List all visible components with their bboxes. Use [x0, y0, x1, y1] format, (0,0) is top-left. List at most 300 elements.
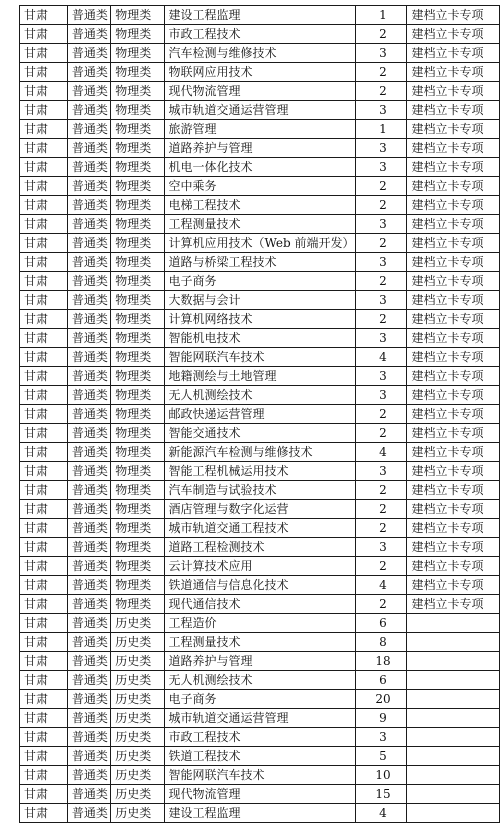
quota-cell: 2 [355, 25, 407, 44]
subject-type-cell: 历史类 [111, 652, 164, 671]
province-cell: 甘肃 [20, 595, 68, 614]
subject-type-cell: 物理类 [111, 234, 164, 253]
category-cell: 普通类 [67, 785, 110, 804]
quota-cell: 3 [355, 101, 407, 120]
category-cell: 普通类 [67, 500, 110, 519]
province-cell: 甘肃 [20, 690, 68, 709]
table-row [20, 234, 500, 253]
quota-cell: 2 [355, 481, 407, 500]
quota-cell: 3 [355, 158, 407, 177]
major-cell: 铁道通信与信息化技术 [164, 576, 355, 595]
major-cell: 电子商务 [164, 690, 355, 709]
province-cell: 甘肃 [20, 785, 68, 804]
subject-type-cell: 历史类 [111, 633, 164, 652]
plan-type-cell: 建档立卡专项 [407, 386, 500, 405]
major-cell: 道路养护与管理 [164, 139, 355, 158]
quota-cell: 9 [355, 709, 407, 728]
subject-type-cell: 物理类 [111, 44, 164, 63]
category-cell: 普通类 [67, 139, 110, 158]
table-row [20, 462, 500, 481]
table-row [20, 804, 500, 823]
category-cell: 普通类 [67, 614, 110, 633]
province-cell: 甘肃 [20, 82, 68, 101]
province-cell: 甘肃 [20, 139, 68, 158]
table-row [20, 25, 500, 44]
category-cell: 普通类 [67, 652, 110, 671]
subject-type-cell: 物理类 [111, 63, 164, 82]
major-cell: 建设工程监理 [164, 6, 355, 25]
province-cell: 甘肃 [20, 500, 68, 519]
table-row [20, 633, 500, 652]
subject-type-cell: 历史类 [111, 614, 164, 633]
subject-type-cell: 物理类 [111, 557, 164, 576]
quota-cell: 3 [355, 367, 407, 386]
quota-cell: 2 [355, 234, 407, 253]
subject-type-cell: 物理类 [111, 196, 164, 215]
plan-type-cell: 建档立卡专项 [407, 158, 500, 177]
category-cell: 普通类 [67, 709, 110, 728]
subject-type-cell: 物理类 [111, 272, 164, 291]
category-cell: 普通类 [67, 177, 110, 196]
province-cell: 甘肃 [20, 177, 68, 196]
quota-cell: 3 [355, 329, 407, 348]
plan-type-cell: 建档立卡专项 [407, 6, 500, 25]
quota-cell: 2 [355, 424, 407, 443]
subject-type-cell: 物理类 [111, 386, 164, 405]
major-cell: 电梯工程技术 [164, 196, 355, 215]
table-row [20, 576, 500, 595]
quota-cell: 2 [355, 177, 407, 196]
plan-type-cell: 建档立卡专项 [407, 462, 500, 481]
category-cell: 普通类 [67, 234, 110, 253]
province-cell: 甘肃 [20, 481, 68, 500]
plan-type-cell [407, 728, 500, 747]
quota-cell: 2 [355, 519, 407, 538]
category-cell: 普通类 [67, 690, 110, 709]
table-row [20, 481, 500, 500]
table-row [20, 652, 500, 671]
table-row [20, 728, 500, 747]
quota-cell: 3 [355, 44, 407, 63]
major-cell: 现代物流管理 [164, 785, 355, 804]
subject-type-cell: 物理类 [111, 139, 164, 158]
plan-type-cell: 建档立卡专项 [407, 120, 500, 139]
province-cell: 甘肃 [20, 25, 68, 44]
table-row [20, 291, 500, 310]
category-cell: 普通类 [67, 633, 110, 652]
table-row [20, 367, 500, 386]
province-cell: 甘肃 [20, 405, 68, 424]
plan-type-cell: 建档立卡专项 [407, 234, 500, 253]
province-cell: 甘肃 [20, 101, 68, 120]
category-cell: 普通类 [67, 443, 110, 462]
major-cell: 物联网应用技术 [164, 63, 355, 82]
quota-cell: 2 [355, 405, 407, 424]
major-cell: 市政工程技术 [164, 728, 355, 747]
category-cell: 普通类 [67, 158, 110, 177]
plan-type-cell: 建档立卡专项 [407, 424, 500, 443]
plan-type-cell: 建档立卡专项 [407, 215, 500, 234]
category-cell: 普通类 [67, 82, 110, 101]
province-cell: 甘肃 [20, 291, 68, 310]
subject-type-cell: 物理类 [111, 82, 164, 101]
plan-type-cell [407, 747, 500, 766]
table-row [20, 82, 500, 101]
quota-cell: 2 [355, 82, 407, 101]
table-row [20, 538, 500, 557]
subject-type-cell: 物理类 [111, 158, 164, 177]
quota-cell: 3 [355, 253, 407, 272]
table-body [20, 6, 500, 823]
plan-type-cell [407, 671, 500, 690]
major-cell: 机电一体化技术 [164, 158, 355, 177]
quota-cell: 3 [355, 215, 407, 234]
category-cell: 普通类 [67, 595, 110, 614]
province-cell: 甘肃 [20, 462, 68, 481]
plan-type-cell [407, 633, 500, 652]
province-cell: 甘肃 [20, 386, 68, 405]
subject-type-cell: 历史类 [111, 709, 164, 728]
province-cell: 甘肃 [20, 424, 68, 443]
table-row [20, 709, 500, 728]
province-cell: 甘肃 [20, 63, 68, 82]
subject-type-cell: 历史类 [111, 785, 164, 804]
plan-type-cell: 建档立卡专项 [407, 63, 500, 82]
province-cell: 甘肃 [20, 766, 68, 785]
plan-type-cell: 建档立卡专项 [407, 576, 500, 595]
province-cell: 甘肃 [20, 519, 68, 538]
subject-type-cell: 物理类 [111, 462, 164, 481]
plan-type-cell [407, 709, 500, 728]
table-row [20, 424, 500, 443]
major-cell: 云计算技术应用 [164, 557, 355, 576]
plan-type-cell: 建档立卡专项 [407, 82, 500, 101]
major-cell: 空中乘务 [164, 177, 355, 196]
category-cell: 普通类 [67, 557, 110, 576]
major-cell: 计算机应用技术（Web 前端开发） [164, 234, 355, 253]
major-cell: 智能交通技术 [164, 424, 355, 443]
quota-cell: 2 [355, 557, 407, 576]
table-row [20, 101, 500, 120]
plan-type-cell: 建档立卡专项 [407, 177, 500, 196]
province-cell: 甘肃 [20, 272, 68, 291]
plan-type-cell: 建档立卡专项 [407, 291, 500, 310]
province-cell: 甘肃 [20, 709, 68, 728]
subject-type-cell: 物理类 [111, 348, 164, 367]
subject-type-cell: 物理类 [111, 177, 164, 196]
plan-type-cell: 建档立卡专项 [407, 329, 500, 348]
plan-type-cell [407, 690, 500, 709]
quota-cell: 2 [355, 196, 407, 215]
quota-cell: 6 [355, 671, 407, 690]
major-cell: 现代物流管理 [164, 82, 355, 101]
major-cell: 建设工程监理 [164, 804, 355, 823]
category-cell: 普通类 [67, 196, 110, 215]
major-cell: 现代通信技术 [164, 595, 355, 614]
province-cell: 甘肃 [20, 120, 68, 139]
major-cell: 道路养护与管理 [164, 652, 355, 671]
category-cell: 普通类 [67, 101, 110, 120]
major-cell: 工程测量技术 [164, 633, 355, 652]
plan-type-cell: 建档立卡专项 [407, 25, 500, 44]
category-cell: 普通类 [67, 291, 110, 310]
plan-type-cell: 建档立卡专项 [407, 443, 500, 462]
quota-cell: 3 [355, 139, 407, 158]
category-cell: 普通类 [67, 462, 110, 481]
table-row [20, 785, 500, 804]
plan-type-cell [407, 785, 500, 804]
category-cell: 普通类 [67, 215, 110, 234]
major-cell: 工程造价 [164, 614, 355, 633]
subject-type-cell: 历史类 [111, 766, 164, 785]
subject-type-cell: 物理类 [111, 329, 164, 348]
quota-cell: 4 [355, 576, 407, 595]
province-cell: 甘肃 [20, 253, 68, 272]
province-cell: 甘肃 [20, 348, 68, 367]
table-row [20, 44, 500, 63]
major-cell: 大数据与会计 [164, 291, 355, 310]
major-cell: 铁道工程技术 [164, 747, 355, 766]
subject-type-cell: 物理类 [111, 405, 164, 424]
province-cell: 甘肃 [20, 614, 68, 633]
category-cell: 普通类 [67, 329, 110, 348]
major-cell: 智能机电技术 [164, 329, 355, 348]
major-cell: 地籍测绘与土地管理 [164, 367, 355, 386]
table-row [20, 272, 500, 291]
plan-type-cell: 建档立卡专项 [407, 557, 500, 576]
major-cell: 智能网联汽车技术 [164, 766, 355, 785]
table-row [20, 595, 500, 614]
subject-type-cell: 历史类 [111, 804, 164, 823]
category-cell: 普通类 [67, 348, 110, 367]
province-cell: 甘肃 [20, 329, 68, 348]
major-cell: 无人机测绘技术 [164, 386, 355, 405]
quota-cell: 18 [355, 652, 407, 671]
province-cell: 甘肃 [20, 538, 68, 557]
major-cell: 城市轨道交通运营管理 [164, 709, 355, 728]
major-cell: 电子商务 [164, 272, 355, 291]
subject-type-cell: 历史类 [111, 690, 164, 709]
major-cell: 新能源汽车检测与维修技术 [164, 443, 355, 462]
plan-type-cell [407, 804, 500, 823]
category-cell: 普通类 [67, 44, 110, 63]
plan-type-cell: 建档立卡专项 [407, 44, 500, 63]
subject-type-cell: 物理类 [111, 595, 164, 614]
table-row [20, 120, 500, 139]
province-cell: 甘肃 [20, 196, 68, 215]
category-cell: 普通类 [67, 538, 110, 557]
subject-type-cell: 物理类 [111, 443, 164, 462]
table-row [20, 329, 500, 348]
province-cell: 甘肃 [20, 158, 68, 177]
category-cell: 普通类 [67, 804, 110, 823]
category-cell: 普通类 [67, 766, 110, 785]
subject-type-cell: 历史类 [111, 671, 164, 690]
category-cell: 普通类 [67, 63, 110, 82]
subject-type-cell: 物理类 [111, 215, 164, 234]
quota-cell: 20 [355, 690, 407, 709]
quota-cell: 2 [355, 310, 407, 329]
subject-type-cell: 物理类 [111, 576, 164, 595]
subject-type-cell: 物理类 [111, 500, 164, 519]
quota-cell: 1 [355, 120, 407, 139]
plan-type-cell [407, 766, 500, 785]
subject-type-cell: 历史类 [111, 747, 164, 766]
subject-type-cell: 物理类 [111, 101, 164, 120]
quota-cell: 2 [355, 272, 407, 291]
table-row [20, 177, 500, 196]
major-cell: 汽车检测与维修技术 [164, 44, 355, 63]
quota-cell: 10 [355, 766, 407, 785]
province-cell: 甘肃 [20, 804, 68, 823]
table-row [20, 348, 500, 367]
quota-cell: 2 [355, 63, 407, 82]
major-cell: 城市轨道交通运营管理 [164, 101, 355, 120]
table-row [20, 386, 500, 405]
category-cell: 普通类 [67, 405, 110, 424]
province-cell: 甘肃 [20, 310, 68, 329]
province-cell: 甘肃 [20, 747, 68, 766]
enrollment-plan-table [19, 5, 500, 823]
category-cell: 普通类 [67, 671, 110, 690]
quota-cell: 2 [355, 500, 407, 519]
table-row [20, 253, 500, 272]
province-cell: 甘肃 [20, 367, 68, 386]
plan-type-cell [407, 614, 500, 633]
major-cell: 工程测量技术 [164, 215, 355, 234]
table-row [20, 158, 500, 177]
category-cell: 普通类 [67, 519, 110, 538]
plan-type-cell: 建档立卡专项 [407, 595, 500, 614]
table-row [20, 500, 500, 519]
quota-cell: 15 [355, 785, 407, 804]
subject-type-cell: 物理类 [111, 253, 164, 272]
province-cell: 甘肃 [20, 443, 68, 462]
province-cell: 甘肃 [20, 215, 68, 234]
quota-cell: 4 [355, 443, 407, 462]
quota-cell: 3 [355, 386, 407, 405]
table-row [20, 519, 500, 538]
major-cell: 汽车制造与试验技术 [164, 481, 355, 500]
plan-type-cell: 建档立卡专项 [407, 405, 500, 424]
province-cell: 甘肃 [20, 557, 68, 576]
major-cell: 旅游管理 [164, 120, 355, 139]
major-cell: 计算机网络技术 [164, 310, 355, 329]
province-cell: 甘肃 [20, 633, 68, 652]
table-row [20, 443, 500, 462]
subject-type-cell: 历史类 [111, 728, 164, 747]
quota-cell: 3 [355, 728, 407, 747]
major-cell: 市政工程技术 [164, 25, 355, 44]
major-cell: 城市轨道交通工程技术 [164, 519, 355, 538]
table-row [20, 310, 500, 329]
subject-type-cell: 物理类 [111, 310, 164, 329]
plan-type-cell: 建档立卡专项 [407, 253, 500, 272]
province-cell: 甘肃 [20, 6, 68, 25]
plan-type-cell: 建档立卡专项 [407, 538, 500, 557]
table-row [20, 747, 500, 766]
subject-type-cell: 物理类 [111, 538, 164, 557]
subject-type-cell: 物理类 [111, 25, 164, 44]
category-cell: 普通类 [67, 6, 110, 25]
plan-type-cell: 建档立卡专项 [407, 196, 500, 215]
province-cell: 甘肃 [20, 728, 68, 747]
category-cell: 普通类 [67, 386, 110, 405]
plan-type-cell: 建档立卡专项 [407, 310, 500, 329]
subject-type-cell: 物理类 [111, 6, 164, 25]
quota-cell: 4 [355, 804, 407, 823]
quota-cell: 5 [355, 747, 407, 766]
plan-type-cell: 建档立卡专项 [407, 367, 500, 386]
quota-cell: 2 [355, 595, 407, 614]
table-row [20, 405, 500, 424]
category-cell: 普通类 [67, 576, 110, 595]
province-cell: 甘肃 [20, 44, 68, 63]
table-row [20, 614, 500, 633]
major-cell: 智能网联汽车技术 [164, 348, 355, 367]
subject-type-cell: 物理类 [111, 424, 164, 443]
category-cell: 普通类 [67, 367, 110, 386]
plan-type-cell: 建档立卡专项 [407, 101, 500, 120]
table-row [20, 671, 500, 690]
table-row [20, 557, 500, 576]
major-cell: 邮政快递运营管理 [164, 405, 355, 424]
table-row [20, 139, 500, 158]
province-cell: 甘肃 [20, 671, 68, 690]
table-row [20, 690, 500, 709]
category-cell: 普通类 [67, 120, 110, 139]
subject-type-cell: 物理类 [111, 481, 164, 500]
major-cell: 道路与桥梁工程技术 [164, 253, 355, 272]
province-cell: 甘肃 [20, 234, 68, 253]
quota-cell: 3 [355, 462, 407, 481]
category-cell: 普通类 [67, 25, 110, 44]
major-cell: 酒店管理与数字化运营 [164, 500, 355, 519]
category-cell: 普通类 [67, 481, 110, 500]
plan-type-cell [407, 652, 500, 671]
plan-type-cell: 建档立卡专项 [407, 500, 500, 519]
plan-type-cell: 建档立卡专项 [407, 519, 500, 538]
subject-type-cell: 物理类 [111, 367, 164, 386]
plan-type-cell: 建档立卡专项 [407, 481, 500, 500]
table-row [20, 63, 500, 82]
quota-cell: 1 [355, 6, 407, 25]
subject-type-cell: 物理类 [111, 120, 164, 139]
quota-cell: 6 [355, 614, 407, 633]
major-cell: 道路工程检测技术 [164, 538, 355, 557]
table-row [20, 766, 500, 785]
category-cell: 普通类 [67, 272, 110, 291]
province-cell: 甘肃 [20, 652, 68, 671]
table-row [20, 215, 500, 234]
quota-cell: 4 [355, 348, 407, 367]
quota-cell: 8 [355, 633, 407, 652]
plan-type-cell: 建档立卡专项 [407, 348, 500, 367]
quota-cell: 3 [355, 291, 407, 310]
major-cell: 无人机测绘技术 [164, 671, 355, 690]
subject-type-cell: 物理类 [111, 519, 164, 538]
category-cell: 普通类 [67, 310, 110, 329]
category-cell: 普通类 [67, 424, 110, 443]
plan-type-cell: 建档立卡专项 [407, 139, 500, 158]
quota-cell: 3 [355, 538, 407, 557]
table-row [20, 6, 500, 25]
category-cell: 普通类 [67, 253, 110, 272]
plan-type-cell: 建档立卡专项 [407, 272, 500, 291]
table-row [20, 196, 500, 215]
category-cell: 普通类 [67, 728, 110, 747]
category-cell: 普通类 [67, 747, 110, 766]
